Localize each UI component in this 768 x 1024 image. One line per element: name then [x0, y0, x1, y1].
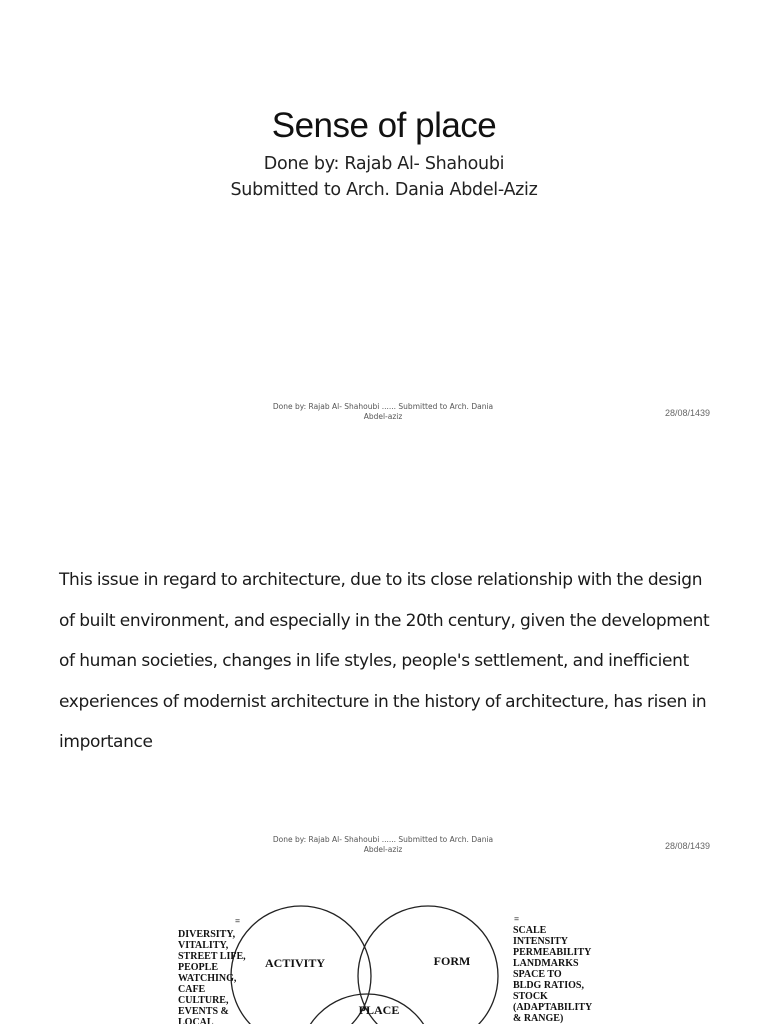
slide-footer: Done by: Rajab Al- Shahoubi ...... Submitted to Arch. Dania Abdel-aziz [272, 402, 494, 421]
right-list-item: LANDMARKS [513, 958, 579, 969]
diagram-slide [0, 866, 768, 1024]
left-list-item: LOCAL [178, 1017, 214, 1024]
place-label: PLACE [358, 1003, 400, 1017]
form-label: FORM [433, 954, 471, 968]
slide-title: Sense of place [271, 106, 497, 145]
right-list-item: STOCK [513, 991, 548, 1002]
right-list-item: BLDG RATIOS, [513, 980, 584, 991]
title-slide [0, 0, 768, 433]
submitted-to-line: Submitted to Arch. Dania Abdel-Aziz [230, 180, 538, 200]
right-list-item: PERMEABILITY [513, 947, 592, 958]
right-list-item: INTENSITY [513, 936, 569, 947]
left-list-item: PEOPLE [178, 962, 219, 973]
left-list-item: DIVERSITY, [178, 929, 236, 940]
left-list-item: CAFE [178, 984, 206, 995]
place-venn-diagram [0, 866, 768, 1024]
right-list-item: (ADAPTABILITY [513, 1002, 593, 1013]
author-line: Done by: Rajab Al- Shahoubi [263, 154, 505, 174]
slide-footer: Done by: Rajab Al- Shahoubi ...... Submitted to Arch. Dania Abdel-aziz [272, 835, 494, 854]
left-list-item: CULTURE, [178, 995, 229, 1006]
activity-label: ACTIVITY [264, 956, 326, 970]
slide-date: 28/08/1439 [664, 408, 710, 418]
right-list-item: SCALE [513, 925, 547, 936]
left-list-item: VITALITY, [178, 940, 229, 951]
right-list-item: & RANGE) [513, 1013, 564, 1024]
body-paragraph: This issue in regard to architecture, due to its close relationship with the design of built environment, and especially in the 20th century, given the development of human societies, changes in life styles, people's settlement, and inefficient experiences of modernist architecture in the history of architecture, has risen in importance [59, 570, 710, 752]
text-slide [0, 433, 768, 866]
left-list-marker: = [235, 916, 241, 926]
slide-date: 28/08/1439 [664, 841, 710, 851]
left-list-item: EVENTS & [178, 1006, 229, 1017]
right-list-marker: = [514, 914, 520, 924]
left-list-item: WATCHING, [178, 973, 237, 984]
right-list-item: SPACE TO [513, 969, 562, 980]
left-list-item: STREET LIFE, [178, 951, 246, 962]
